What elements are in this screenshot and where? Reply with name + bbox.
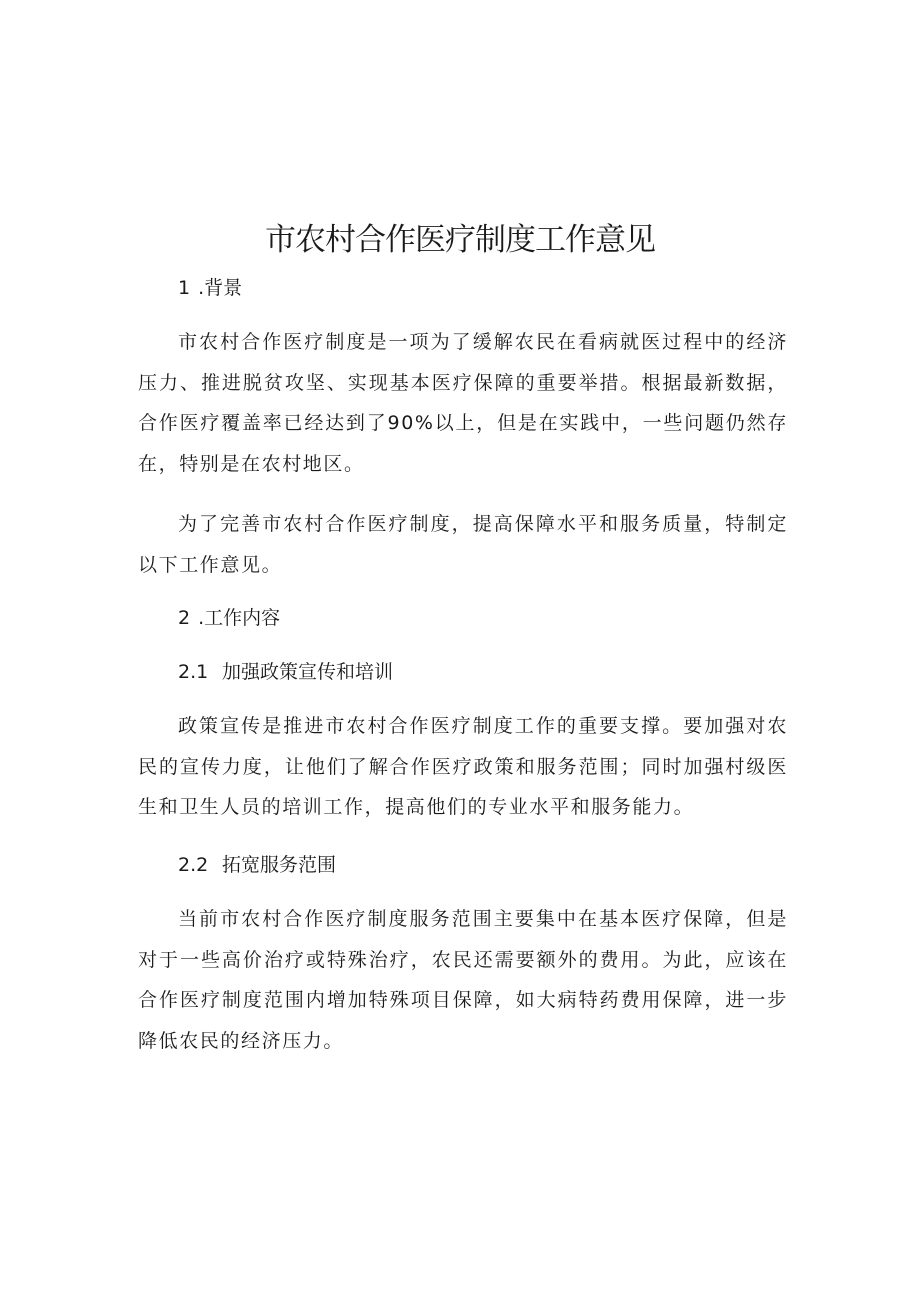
section-1-number: 1	[178, 277, 191, 299]
section-2-number: 2	[178, 607, 191, 629]
section-1-label: .背景	[198, 277, 243, 299]
subsection-2-1-label: 加强政策宣传和培训	[222, 661, 394, 683]
subsection-2-2-paragraph: 当前市农村合作医疗制度服务范围主要集中在基本医疗保障，但是对于一些高价治疗或特殊治疗，农民还需要额外的费用。为此，应该在合作医疗制度范围内增加特殊项目保障，如大病特药费用保障，进一步降低农民的经济压力。	[138, 908, 788, 1052]
subsection-2-1-paragraph: 政策宣传是推进市农村合作医疗制度工作的重要支撑。要加强对农民的宣传力度，让他们了解合作医疗政策和服务范围；同时加强村级医生和卫生人员的培训工作，提高他们的专业水平和服务能力。	[138, 715, 788, 818]
section-2-label: .工作内容	[198, 607, 281, 629]
subsection-2-1-heading	[178, 658, 393, 686]
section-2-heading	[178, 604, 280, 632]
subsection-2-1-number: 2.1	[178, 661, 209, 683]
subsection-2-2-number: 2.2	[178, 854, 209, 876]
section-1-paragraph-2: 为了完善市农村合作医疗制度，提高保障水平和服务质量，特制定以下工作意见。	[138, 513, 788, 576]
section-1-heading	[178, 274, 242, 302]
subsection-2-2-label: 拓宽服务范围	[222, 854, 337, 876]
document-title: 市农村合作医疗制度工作意见	[265, 222, 655, 258]
section-1-paragraph-1: 市农村合作医疗制度是一项为了缓解农民在看病就医过程中的经济压力、推进脱贫攻坚、实现基本医疗保障的重要举措。根据最新数据，合作医疗覆盖率已经达到了90%以上，但是在实践中，一些问题仍然存在，特别是在农村地区。	[138, 331, 788, 475]
subsection-2-2-heading	[178, 851, 336, 879]
